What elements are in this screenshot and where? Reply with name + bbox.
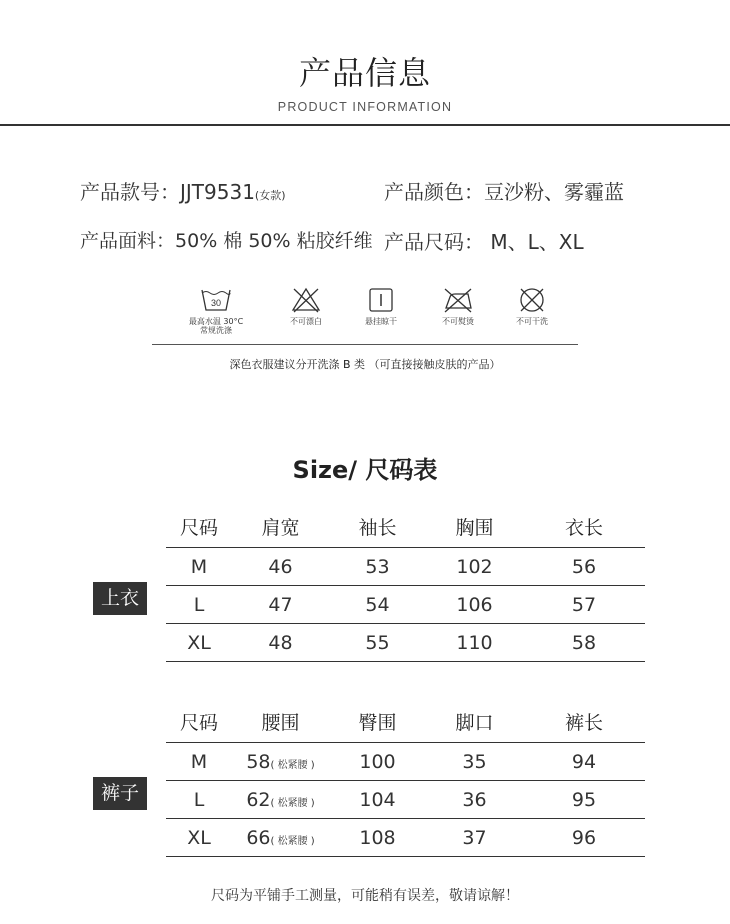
care-divider xyxy=(152,344,578,345)
table-header-row xyxy=(166,700,645,743)
column-header: 脚口 xyxy=(426,700,523,743)
wash-30-icon xyxy=(200,287,232,313)
table-cell: XL xyxy=(166,624,232,662)
column-header: 腰围 xyxy=(232,700,329,743)
table-cell: 110 xyxy=(426,624,523,662)
top-table-label: 上衣 xyxy=(93,582,147,615)
column-header: 裤长 xyxy=(523,700,645,743)
top-size-table xyxy=(166,505,645,662)
color-line xyxy=(384,176,624,205)
table-cell: 95 xyxy=(523,781,645,819)
color-value: 豆沙粉、雾霾蓝 xyxy=(484,180,624,204)
care-label-no-iron: 不可熨烫 xyxy=(442,317,474,326)
table-cell: 102 xyxy=(426,548,523,586)
care-item-no-bleach xyxy=(266,287,346,326)
column-header: 胸围 xyxy=(426,505,523,548)
table-cell: 55 xyxy=(329,624,426,662)
column-header: 臀围 xyxy=(329,700,426,743)
style-number-line xyxy=(80,176,286,205)
care-label-hang-dry: 悬挂晾干 xyxy=(365,317,397,326)
table-cell: 106 xyxy=(426,586,523,624)
header-divider xyxy=(0,124,730,126)
care-label-wash-normal: 常规洗涤 xyxy=(200,326,232,336)
table-row xyxy=(166,819,645,857)
pants-size-table xyxy=(166,700,645,857)
table-cell xyxy=(232,781,329,819)
table-cell: 58 xyxy=(523,624,645,662)
fabric-line xyxy=(80,226,373,253)
no-bleach-icon xyxy=(291,287,321,313)
table-cell: 53 xyxy=(329,548,426,586)
table-cell: 56 xyxy=(523,548,645,586)
table-cell xyxy=(232,819,329,857)
table-cell: 46 xyxy=(232,548,329,586)
waist-value: 66 xyxy=(246,826,271,849)
table-cell: 96 xyxy=(523,819,645,857)
table-row xyxy=(166,548,645,586)
no-dry-clean-icon xyxy=(517,287,547,313)
table-cell: 37 xyxy=(426,819,523,857)
table-cell: M xyxy=(166,548,232,586)
table-row xyxy=(166,743,645,781)
pants-table-label: 裤子 xyxy=(93,777,147,810)
color-label: 产品颜色： xyxy=(384,180,484,204)
column-header: 尺码 xyxy=(166,700,232,743)
table-cell: 94 xyxy=(523,743,645,781)
table-cell: 104 xyxy=(329,781,426,819)
care-note: 深色衣服建议分开洗涤 B 类 （可直接接触皮肤的产品） xyxy=(229,358,501,371)
care-item-no-dry-clean xyxy=(492,287,572,326)
page-subtitle: PRODUCT INFORMATION xyxy=(277,100,453,114)
column-header: 衣长 xyxy=(523,505,645,548)
size-chart-title: Size/ 尺码表 xyxy=(292,456,438,484)
table-row xyxy=(166,624,645,662)
no-iron-icon xyxy=(442,287,474,313)
wash-temp-text: 30 xyxy=(210,298,222,308)
column-header: 袖长 xyxy=(329,505,426,548)
fabric-label: 产品面料： xyxy=(80,230,176,252)
fabric-value: 50% 棉 50% 粘胶纤维 xyxy=(175,230,373,252)
table-row xyxy=(166,781,645,819)
page-title: 产品信息 xyxy=(298,54,431,92)
table-cell: L xyxy=(166,781,232,819)
table-row xyxy=(166,586,645,624)
waist-value: 62 xyxy=(246,788,271,811)
table-cell: 48 xyxy=(232,624,329,662)
table-cell: 100 xyxy=(329,743,426,781)
care-label-wash-temp: 最高水温 30°C xyxy=(188,317,244,326)
waist-note: ( 松紧腰 ) xyxy=(270,835,315,847)
waist-value: 58 xyxy=(246,750,271,773)
table-cell: 35 xyxy=(426,743,523,781)
measurement-note: 尺码为平铺手工测量，可能稍有误差，敬请谅解！ xyxy=(211,888,519,904)
care-item-wash xyxy=(176,287,256,335)
table-header-row xyxy=(166,505,645,548)
table-cell: 47 xyxy=(232,586,329,624)
style-number-note: (女款) xyxy=(254,189,286,202)
table-cell xyxy=(232,743,329,781)
style-number-label: 产品款号： xyxy=(80,180,180,204)
care-item-hang-dry xyxy=(341,287,421,326)
care-label-no-dry-clean: 不可干洗 xyxy=(516,317,548,326)
table-cell: 57 xyxy=(523,586,645,624)
size-label: 产品尺码： xyxy=(384,230,484,254)
table-cell: M xyxy=(166,743,232,781)
hang-dry-icon xyxy=(366,287,396,313)
size-line xyxy=(384,226,584,255)
care-label-no-bleach: 不可漂白 xyxy=(290,317,322,326)
table-cell: 36 xyxy=(426,781,523,819)
style-number-value: JJT9531 xyxy=(180,180,255,204)
table-cell: 108 xyxy=(329,819,426,857)
column-header: 肩宽 xyxy=(232,505,329,548)
column-header: 尺码 xyxy=(166,505,232,548)
waist-note: ( 松紧腰 ) xyxy=(270,759,315,771)
size-value: M、L、XL xyxy=(484,230,584,254)
table-cell: 54 xyxy=(329,586,426,624)
table-cell: XL xyxy=(166,819,232,857)
table-cell: L xyxy=(166,586,232,624)
care-item-no-iron xyxy=(418,287,498,326)
waist-note: ( 松紧腰 ) xyxy=(270,797,315,809)
